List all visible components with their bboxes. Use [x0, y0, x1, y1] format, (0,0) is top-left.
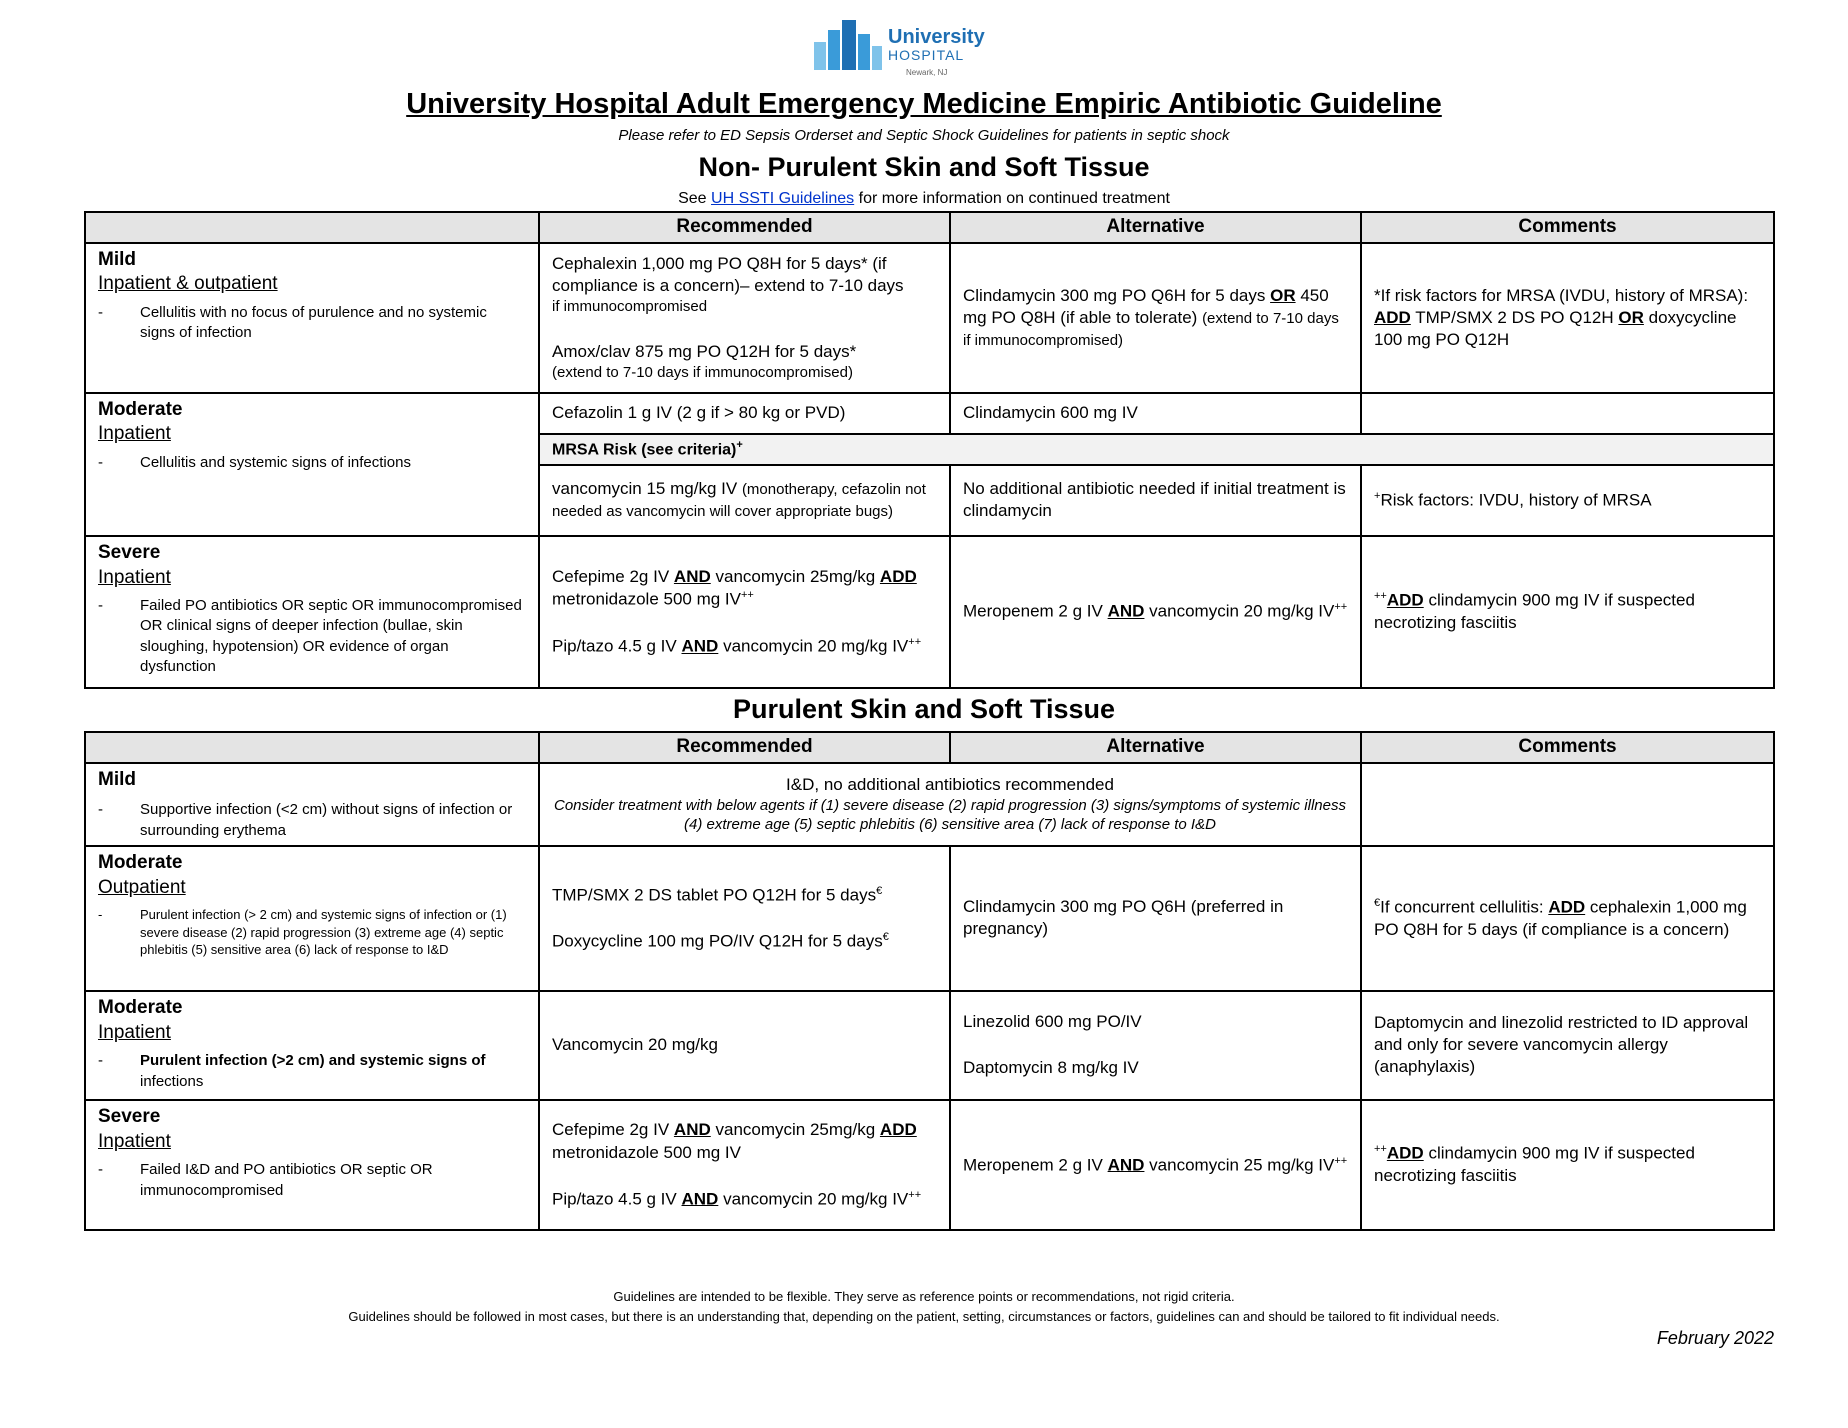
- header-comments: Comments: [1361, 212, 1774, 243]
- mrsa-risk-label: MRSA Risk (see criteria): [552, 441, 737, 459]
- alternative-cell: Meropenem 2 g IV AND vancomycin 20 mg/kg IV++: [950, 536, 1361, 688]
- logo-text-location: Newark, NJ: [906, 68, 948, 77]
- recommended-cell: [539, 763, 1361, 846]
- ssti-guidelines-link[interactable]: UH SSTI Guidelines: [711, 190, 855, 207]
- and-keyword: AND: [1107, 602, 1145, 622]
- criteria-item: - Failed PO antibiotics OR septic OR immunocompromised OR clinical signs of deeper infection (bullae, skin sloughing, hypotension) OR evidence of organ dysfunction: [98, 597, 522, 675]
- header-comments: Comments: [1361, 732, 1774, 763]
- nonpurulent-section-title: Non- Purulent Skin and Soft Tissue: [698, 152, 1150, 182]
- comment-doxy: doxycycline 100 mg PO Q12H: [1374, 307, 1737, 349]
- alt-note: (extend to 7-10 days if immunocompromised): [963, 309, 1339, 349]
- header-recommended: Recommended: [539, 212, 950, 243]
- footer-line-1: Guidelines are intended to be flexible. They serve as reference points or recommendations, not rigid criteria.: [613, 1289, 1235, 1304]
- footer-line-2: Guidelines should be followed in most cases, but there is an understanding that, depending on the patient, setting, circumstances or factors, guidelines can and should be tailored to fit individual needs.: [348, 1309, 1500, 1324]
- rec-consider-note: Consider treatment with below agents if (1) severe disease (2) rapid progression (3) signs/symptoms of systemic illness (4) extreme age (5) septic phlebitis (6) sensitive area (7) lack of response to I&D: [554, 796, 1346, 834]
- severity-cell: [85, 763, 539, 846]
- alternative-cell: Clindamycin 300 mg PO Q6H (preferred in pregnancy): [950, 846, 1361, 991]
- comment-tmpsmx: TMP/SMX 2 DS PO Q12H: [1415, 307, 1614, 327]
- severity-label: Mild: [98, 248, 136, 270]
- hospital-logo-icon: [812, 20, 886, 72]
- or-keyword: OR: [1270, 285, 1296, 305]
- comments-cell: ++ADD clindamycin 900 mg IV if suspected necrotizing fasciitis: [1361, 536, 1774, 688]
- purulent-table: [84, 731, 1775, 1231]
- table-row: [85, 393, 1774, 434]
- logo-text-hospital: HOSPITAL: [888, 47, 965, 63]
- comments-cell: [1361, 393, 1774, 434]
- header-alternative: Alternative: [950, 212, 1361, 243]
- and-keyword: AND: [681, 1189, 719, 1209]
- setting-label: Inpatient: [98, 566, 171, 588]
- rec-vancomycin-note: (monotherapy, cefazolin not needed as vancomycin will cover appropriate bugs): [552, 481, 926, 521]
- add-keyword: ADD: [1386, 1144, 1424, 1164]
- severity-label: Moderate: [98, 851, 183, 873]
- alternative-cell: [950, 243, 1361, 393]
- recommended-cell: [539, 243, 950, 393]
- rec-cefepime: Cefepime 2g IV AND vancomycin 25mg/kg ADD metronidazole 500 mg IV++: [552, 567, 917, 609]
- add-keyword: ADD: [879, 567, 917, 587]
- criteria-item: - Purulent infection (>2 cm) and systemic signs of infections: [98, 1052, 486, 1090]
- recommended-cell: [539, 536, 950, 688]
- header-blank: [85, 732, 539, 763]
- add-keyword: ADD: [1374, 307, 1411, 327]
- severity-label: Moderate: [98, 996, 183, 1018]
- mrsa-risk-bar: [539, 434, 1774, 465]
- rec-amoxclav-note: (extend to 7-10 days if immunocompromised): [552, 363, 853, 381]
- nonpurulent-note: [0, 190, 1848, 208]
- add-keyword: ADD: [1548, 897, 1586, 917]
- table-row: [85, 763, 1774, 846]
- severity-label: Severe: [98, 541, 161, 563]
- setting-label: Inpatient: [98, 1130, 171, 1152]
- purulent-section-title: Purulent Skin and Soft Tissue: [732, 694, 1116, 724]
- header-alternative: Alternative: [950, 732, 1361, 763]
- header-blank: [85, 212, 539, 243]
- severity-cell: [85, 536, 539, 688]
- rec-incision-drainage: I&D, no additional antibiotics recommended: [786, 774, 1114, 794]
- alt-clindamycin: Clindamycin 300 mg PO Q6H for 5 days: [963, 285, 1266, 305]
- rec-amoxclav: Amox/clav 875 mg PO Q12H for 5 days*: [552, 341, 857, 361]
- severity-label: Severe: [98, 1105, 161, 1127]
- setting-label: Inpatient & outpatient: [98, 273, 278, 295]
- recommended-cell: Cefazolin 1 g IV (2 g if > 80 kg or PVD): [539, 393, 950, 434]
- header-recommended: Recommended: [539, 732, 950, 763]
- rec-vancomycin: vancomycin 15 mg/kg IV: [552, 479, 738, 499]
- nonpurulent-table: [84, 211, 1775, 689]
- severity-cell: [85, 991, 539, 1100]
- rec-piptazo: Pip/tazo 4.5 g IV AND vancomycin 20 mg/kg IV++: [552, 1188, 922, 1209]
- severity-cell: [85, 393, 539, 536]
- rec-tmpsmx: TMP/SMX 2 DS tablet PO Q12H for 5 days€: [552, 884, 883, 905]
- and-keyword: AND: [681, 636, 719, 656]
- alt-clindamycin-450: 450 mg PO Q8H (if able to tolerate): [963, 285, 1329, 327]
- comments-cell: [1361, 763, 1774, 846]
- dagger-mark: +: [1374, 489, 1381, 502]
- table-row: [85, 991, 1774, 1100]
- dagger-mark: +: [736, 438, 743, 451]
- alternative-cell: No additional antibiotic needed if initial treatment is clindamycin: [950, 465, 1361, 536]
- alt-daptomycin: Daptomycin 8 mg/kg IV: [963, 1058, 1139, 1078]
- rec-cephalexin-note: if immunocompromised: [552, 298, 708, 316]
- setting-label: Inpatient: [98, 423, 171, 445]
- comments-cell: €If concurrent cellulitis: ADD cephalexin 1,000 mg PO Q8H for 5 days (if compliance is a concern): [1361, 846, 1774, 991]
- document-date: February 2022: [1656, 1328, 1774, 1348]
- comment-risk-factors: Risk factors: IVDU, history of MRSA: [1380, 490, 1652, 510]
- rec-doxycycline: Doxycycline 100 mg PO/IV Q12H for 5 days€: [552, 931, 889, 952]
- setting-label: Inpatient: [98, 1021, 171, 1043]
- page-title: University Hospital Adult Emergency Medicine Empiric Antibiotic Guideline: [406, 88, 1442, 120]
- rec-piptazo: Pip/tazo 4.5 g IV AND vancomycin 20 mg/kg IV++: [552, 635, 922, 656]
- recommended-cell: [539, 465, 950, 536]
- hospital-logo: [812, 12, 992, 80]
- recommended-cell: Vancomycin 20 mg/kg: [539, 991, 950, 1100]
- criteria-item: - Failed I&D and PO antibiotics OR septic OR immunocompromised: [98, 1161, 433, 1199]
- comments-cell: Daptomycin and linezolid restricted to ID approval and only for severe vancomycin allergy (anaphylaxis): [1361, 991, 1774, 1100]
- page-subtitle: Please refer to ED Sepsis Orderset and Septic Shock Guidelines for patients in septic shock: [618, 127, 1230, 144]
- severity-label: Mild: [98, 768, 136, 790]
- criteria-item: - Cellulitis with no focus of purulence and no systemic signs of infection: [98, 304, 487, 342]
- setting-label: Outpatient: [98, 876, 186, 898]
- and-keyword: AND: [1107, 1155, 1145, 1175]
- rec-cephalexin: Cephalexin 1,000 mg PO Q8H for 5 days* (if compliance is a concern)– extend to 7-10 days: [552, 254, 904, 296]
- recommended-cell: [539, 846, 950, 991]
- table-row: [85, 536, 1774, 688]
- comment-mrsa: *If risk factors for MRSA (IVDU, history of MRSA):: [1374, 285, 1749, 305]
- severity-cell: [85, 1100, 539, 1230]
- criteria-item: - Supportive infection (<2 cm) without signs of infection or surrounding erythema: [98, 801, 513, 839]
- severity-cell: [85, 243, 539, 393]
- comments-cell: [1361, 243, 1774, 393]
- logo-text-university: University: [888, 26, 985, 48]
- note-suffix: for more information on continued treatment: [854, 190, 1170, 207]
- add-keyword: ADD: [1386, 591, 1424, 611]
- comments-cell: [1361, 465, 1774, 536]
- and-keyword: AND: [673, 1120, 711, 1140]
- comments-cell: ++ADD clindamycin 900 mg IV if suspected necrotizing fasciitis: [1361, 1100, 1774, 1230]
- alt-linezolid: Linezolid 600 mg PO/IV: [963, 1012, 1142, 1032]
- note-prefix: See: [678, 190, 712, 207]
- recommended-cell: [539, 1100, 950, 1230]
- rec-cefepime: Cefepime 2g IV AND vancomycin 25mg/kg ADD metronidazole 500 mg IV: [552, 1120, 917, 1162]
- and-keyword: AND: [673, 567, 711, 587]
- table-row: [85, 243, 1774, 393]
- table-row: [85, 1100, 1774, 1230]
- severity-cell: [85, 846, 539, 991]
- or-keyword: OR: [1618, 307, 1644, 327]
- criteria-item: - Purulent infection (> 2 cm) and systemic signs of infection or (1) severe disease (2) rapid progression (3) extreme age (4) septic phlebitis (5) sensitive area (6) lack of response to I&D: [98, 907, 507, 958]
- alternative-cell: Meropenem 2 g IV AND vancomycin 25 mg/kg IV++: [950, 1100, 1361, 1230]
- table-row: [85, 846, 1774, 991]
- severity-label: Moderate: [98, 398, 183, 420]
- alternative-cell: Clindamycin 600 mg IV: [950, 393, 1361, 434]
- criteria-item: - Cellulitis and systemic signs of infections: [98, 454, 411, 472]
- add-keyword: ADD: [879, 1120, 917, 1140]
- alternative-cell: [950, 991, 1361, 1100]
